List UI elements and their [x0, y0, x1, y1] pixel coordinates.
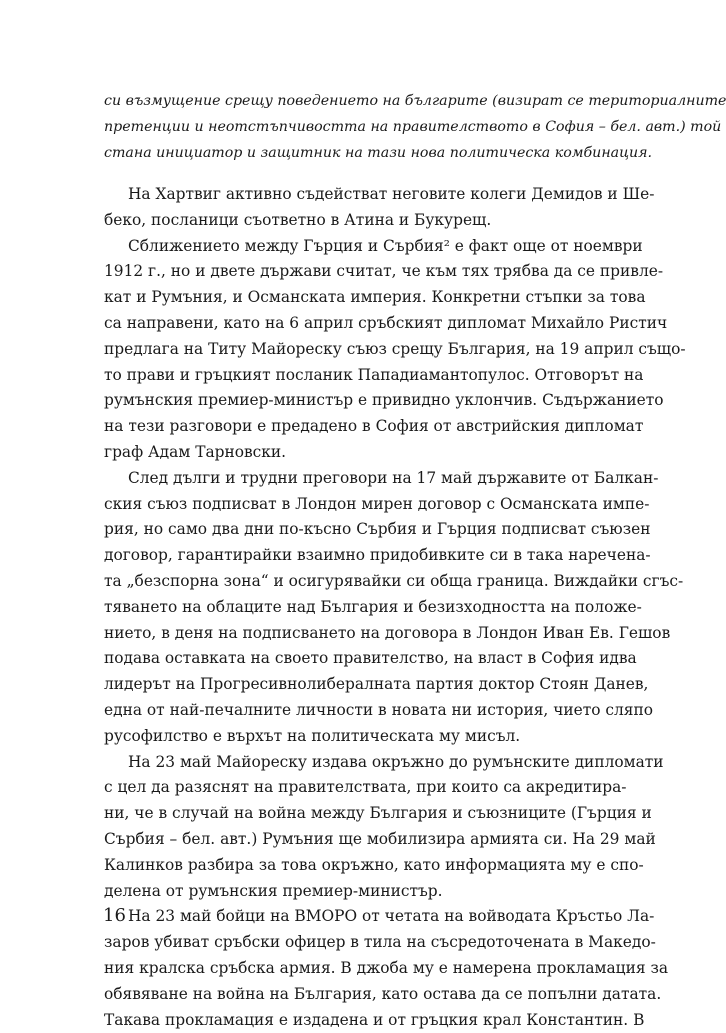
- text-line: та „безспорна зона“ и осигурявайки си обща граница. Виждайки сгъс-: [104, 569, 614, 595]
- text-line: договор, гарантирайки взаимно придобивките си в така наречена-: [104, 543, 614, 569]
- page-number: 16: [103, 905, 126, 926]
- quote-line: стана инициатор и защитник на тази нова политическа комбинация.: [104, 140, 614, 166]
- text-line: На 23 май Майореску издава окръжно до румънските дипломати: [104, 750, 614, 776]
- text-line: ския съюз подписват в Лондон мирен договор с Османската импе-: [104, 492, 614, 518]
- text-line: са направени, като на 6 април сръбският дипломат Михайло Ристич: [104, 311, 614, 337]
- text-line: Сърбия – бел. авт.) Румъния ще мобилизира армията си. На 29 май: [104, 827, 614, 853]
- text-line: една от най-печалните личности в новата ни история, чието сляпо: [104, 698, 614, 724]
- text-line: лидерът на Прогресивнолибералната партия доктор Стоян Данев,: [104, 672, 614, 698]
- text-line: на тези разговори е предадено в София от австрийския дипломат: [104, 414, 614, 440]
- text-line: заров убиват сръбски офицер в тила на съсредоточената в Македо-: [104, 930, 614, 956]
- quote-line: си възмущение срещу поведението на българите (визират се териториалните: [104, 88, 614, 114]
- text-line: Сближението между Гърция и Сърбия² е факт още от ноември: [104, 234, 614, 260]
- paragraph: [104, 750, 614, 905]
- text-line: тяването на облаците над България и безизходността на положе-: [104, 595, 614, 621]
- text-line: След дълги и трудни преговори на 17 май държавите от Балкан-: [104, 466, 614, 492]
- paragraph: [104, 466, 614, 750]
- text-line: 1912 г., но и двете държави считат, че към тях трябва да се привле-: [104, 259, 614, 285]
- text-line: Калинков разбира за това окръжно, като информацията му е спо-: [104, 853, 614, 879]
- quoted-text-block: [104, 88, 614, 166]
- text-line: с цел да разяснят на правителствата, при които са акредитира-: [104, 775, 614, 801]
- text-line: ния кралска сръбска армия. В джоба му е намерена прокламация за: [104, 956, 614, 982]
- text-line: ни, че в случай на война между България и съюзниците (Гърция и: [104, 801, 614, 827]
- text-line: то прави и гръцкият посланик Пападиамантопулос. Отговорът на: [104, 363, 614, 389]
- text-line: кат и Румъния, и Османската империя. Конкретни стъпки за това: [104, 285, 614, 311]
- text-line: беко, посланици съответно в Атина и Букурещ.: [104, 208, 614, 234]
- text-line: нието, в деня на подписването на договора в Лондон Иван Ев. Гешов: [104, 621, 614, 647]
- body-text: [104, 182, 614, 1033]
- text-line: На 23 май бойци на ВМОРО от четата на войводата Кръстьо Ла-: [104, 904, 614, 930]
- paragraph: [104, 904, 614, 1033]
- text-line: рия, но само два дни по-късно Сърбия и Гърция подписват съюзен: [104, 517, 614, 543]
- text-line: русофилство е върхът на политическата му мисъл.: [104, 724, 614, 750]
- text-line: румънския премиер-министър е привидно уклончив. Съдържанието: [104, 388, 614, 414]
- paragraph: [104, 182, 614, 234]
- text-line: подава оставката на своето правителство, на власт в София идва: [104, 646, 614, 672]
- quote-line: претенции и неотстъпчивостта на правителството в София – бел. авт.) той: [104, 114, 614, 140]
- text-line: На Хартвиг активно съдействат неговите колеги Демидов и Ше-: [104, 182, 614, 208]
- text-line: предлага на Титу Майореску съюз срещу България, на 19 април също-: [104, 337, 614, 363]
- text-line: Такава прокламация е издадена и от гръцкия крал Константин. В: [104, 1008, 614, 1033]
- paragraph: [104, 234, 614, 466]
- text-line: обявяване на война на България, като остава да се попълни датата.: [104, 982, 614, 1008]
- text-line: граф Адам Тарновски.: [104, 440, 614, 466]
- text-line: делена от румънския премиер-министър.: [104, 879, 614, 905]
